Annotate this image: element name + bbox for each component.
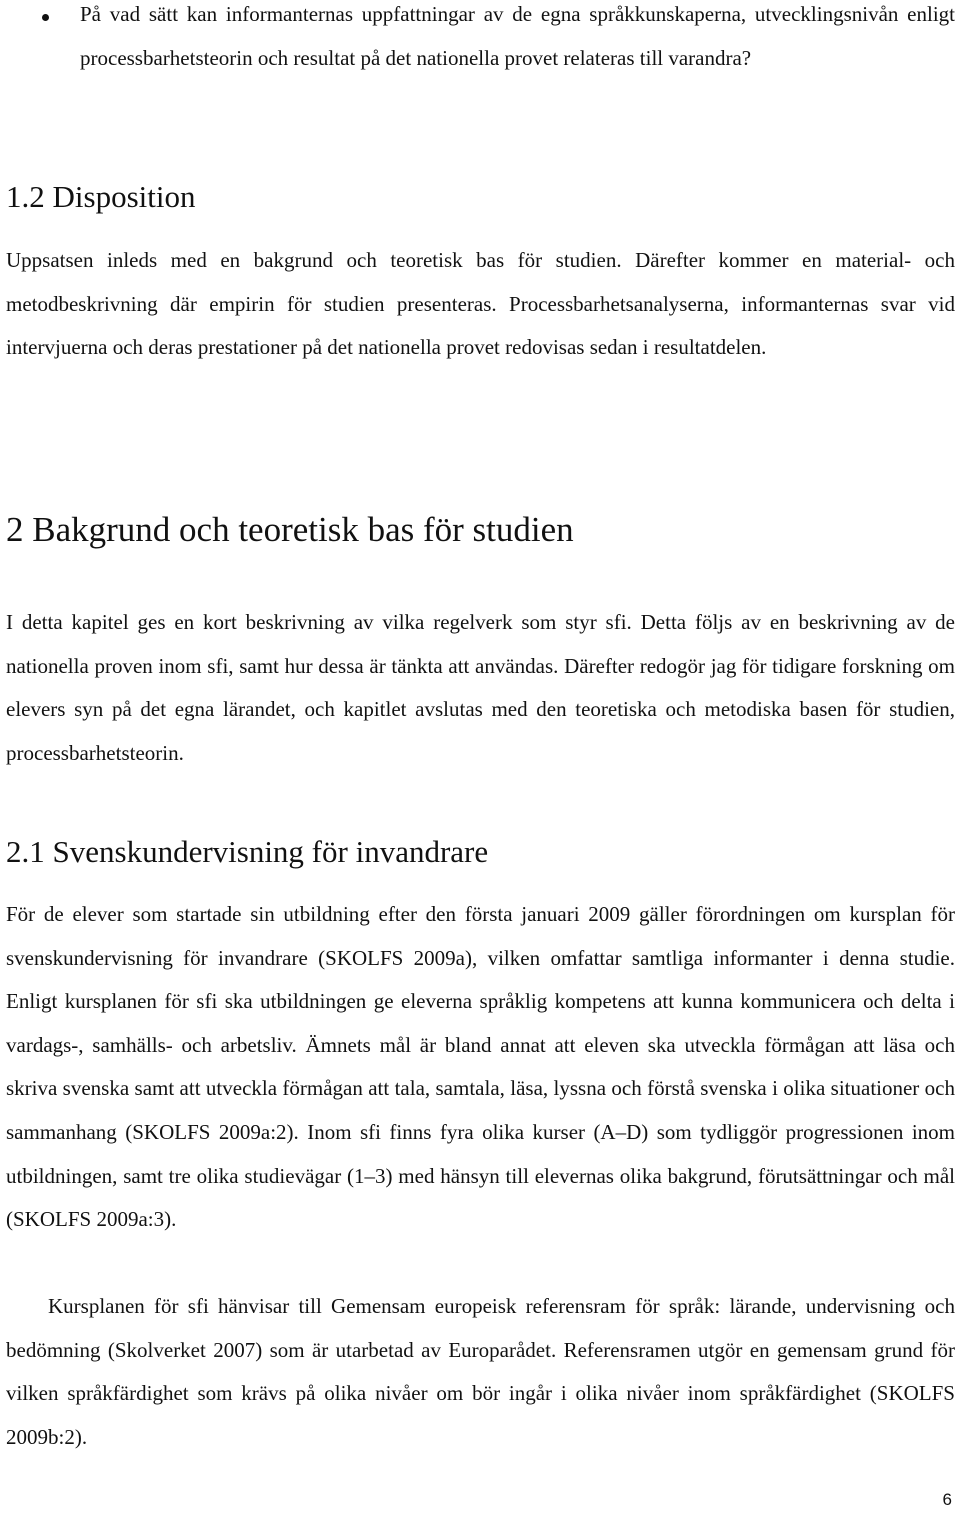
bullet-text: På vad sätt kan informanternas uppfattningar av de egna språkkunskaperna, utvecklingsnivån enligt processbarhetsteorin och resultat på det nationella provet relateras till varandra? [80,2,955,70]
section-heading-svenskundervisning: 2.1 Svenskundervisning för invandrare [6,834,489,869]
bullet-dot-icon [42,14,49,21]
paragraph-disposition: Uppsatsen inleds med en bakgrund och teoretisk bas för studien. Därefter kommer en material- och metodbeskrivning där empirin för studien presenteras. Processbarhetsanalyserna, informanternas svar vid intervjuerna och deras prestationer på det nationella provet redovisas sedan i resultatdelen. [6,248,955,360]
chapter-heading-bakgrund: 2 Bakgrund och teoretisk bas för studien [6,510,574,549]
section-heading-disposition: 1.2 Disposition [6,179,196,214]
paragraph-referensram: Kursplanen för sfi hänvisar till Gemensam europeisk referensram för språk: lärande, undervisning och bedömning (Skolverket 2007) som är utarbetad av Europarådet. Referensramen utgör en gemensam grund för vilken språkfärdighet som krävs på olika nivåer om bör ingår i olika nivåer inom språkfärdighet (SKOLFS 2009b:2). [6,1294,955,1449]
page-number: 6 [942,1490,952,1509]
paragraph-chapter-intro: I detta kapitel ges en kort beskrivning av vilka regelverk som styr sfi. Detta följs av en beskrivning av de nationella proven inom sfi, samt hur dessa är tänkta att användas. Därefter redogör jag för tidigare forskning om elevers syn på det egna lärandet, och kapitlet avslutas med den teoretiska och metodiska basen för studien, processbarhetsteorin. [6,610,955,765]
paragraph-kursplan: För de elever som startade sin utbildning efter den första januari 2009 gäller förordningen om kursplan för svenskundervisning för invandrare (SKOLFS 2009a), vilken omfattar samtliga informanter i denna studie. Enligt kursplanen för sfi ska utbildningen ge eleverna språklig kompetens att kunna kommunicera och delta i vardags-, samhälls- och arbetsliv. Ämnets mål är bland annat att eleven ska utveckla förmågan att läsa och skriva svenska samt att utveckla förmågan att tala, samtala, läsa, lyssna och förstå svenska i olika situationer och sammanhang (SKOLFS 2009a:2). Inom sfi finns fyra olika kurser (A–D) som tydliggör progressionen inom utbildningen, samt tre olika studievägar (1–3) med hänsyn till elevernas olika bakgrund, förutsättningar och mål (SKOLFS 2009a:3). [6,902,955,1232]
